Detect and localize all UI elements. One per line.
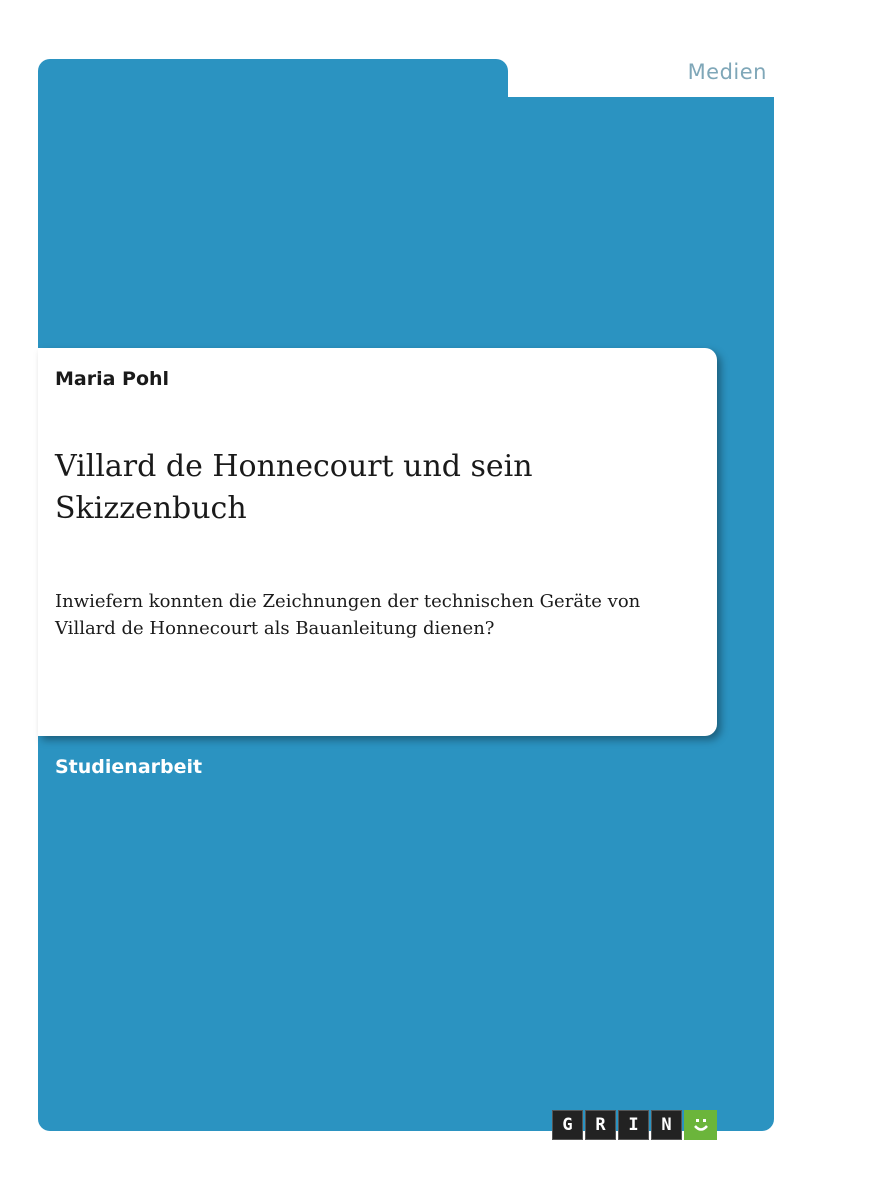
book-title: Villard de Honnecourt und sein Skizzenbuch	[55, 449, 533, 526]
logo-letter-i: I	[618, 1110, 649, 1140]
title-card	[38, 348, 717, 736]
smiley-icon	[684, 1110, 717, 1140]
logo-letter-r: R	[585, 1110, 616, 1140]
logo-letter-n: N	[651, 1110, 682, 1140]
logo-letter-g: G	[552, 1110, 583, 1140]
grin-logo	[552, 1110, 717, 1140]
book-subtitle: Inwiefern konnten die Zeichnungen der technischen Geräte von Villard de Honnecourt als Bauanleitung dienen?	[55, 591, 641, 639]
author-name: Maria Pohl	[55, 368, 170, 390]
publisher-label: Medien	[687, 60, 767, 84]
document-type: Studienarbeit	[55, 756, 203, 778]
